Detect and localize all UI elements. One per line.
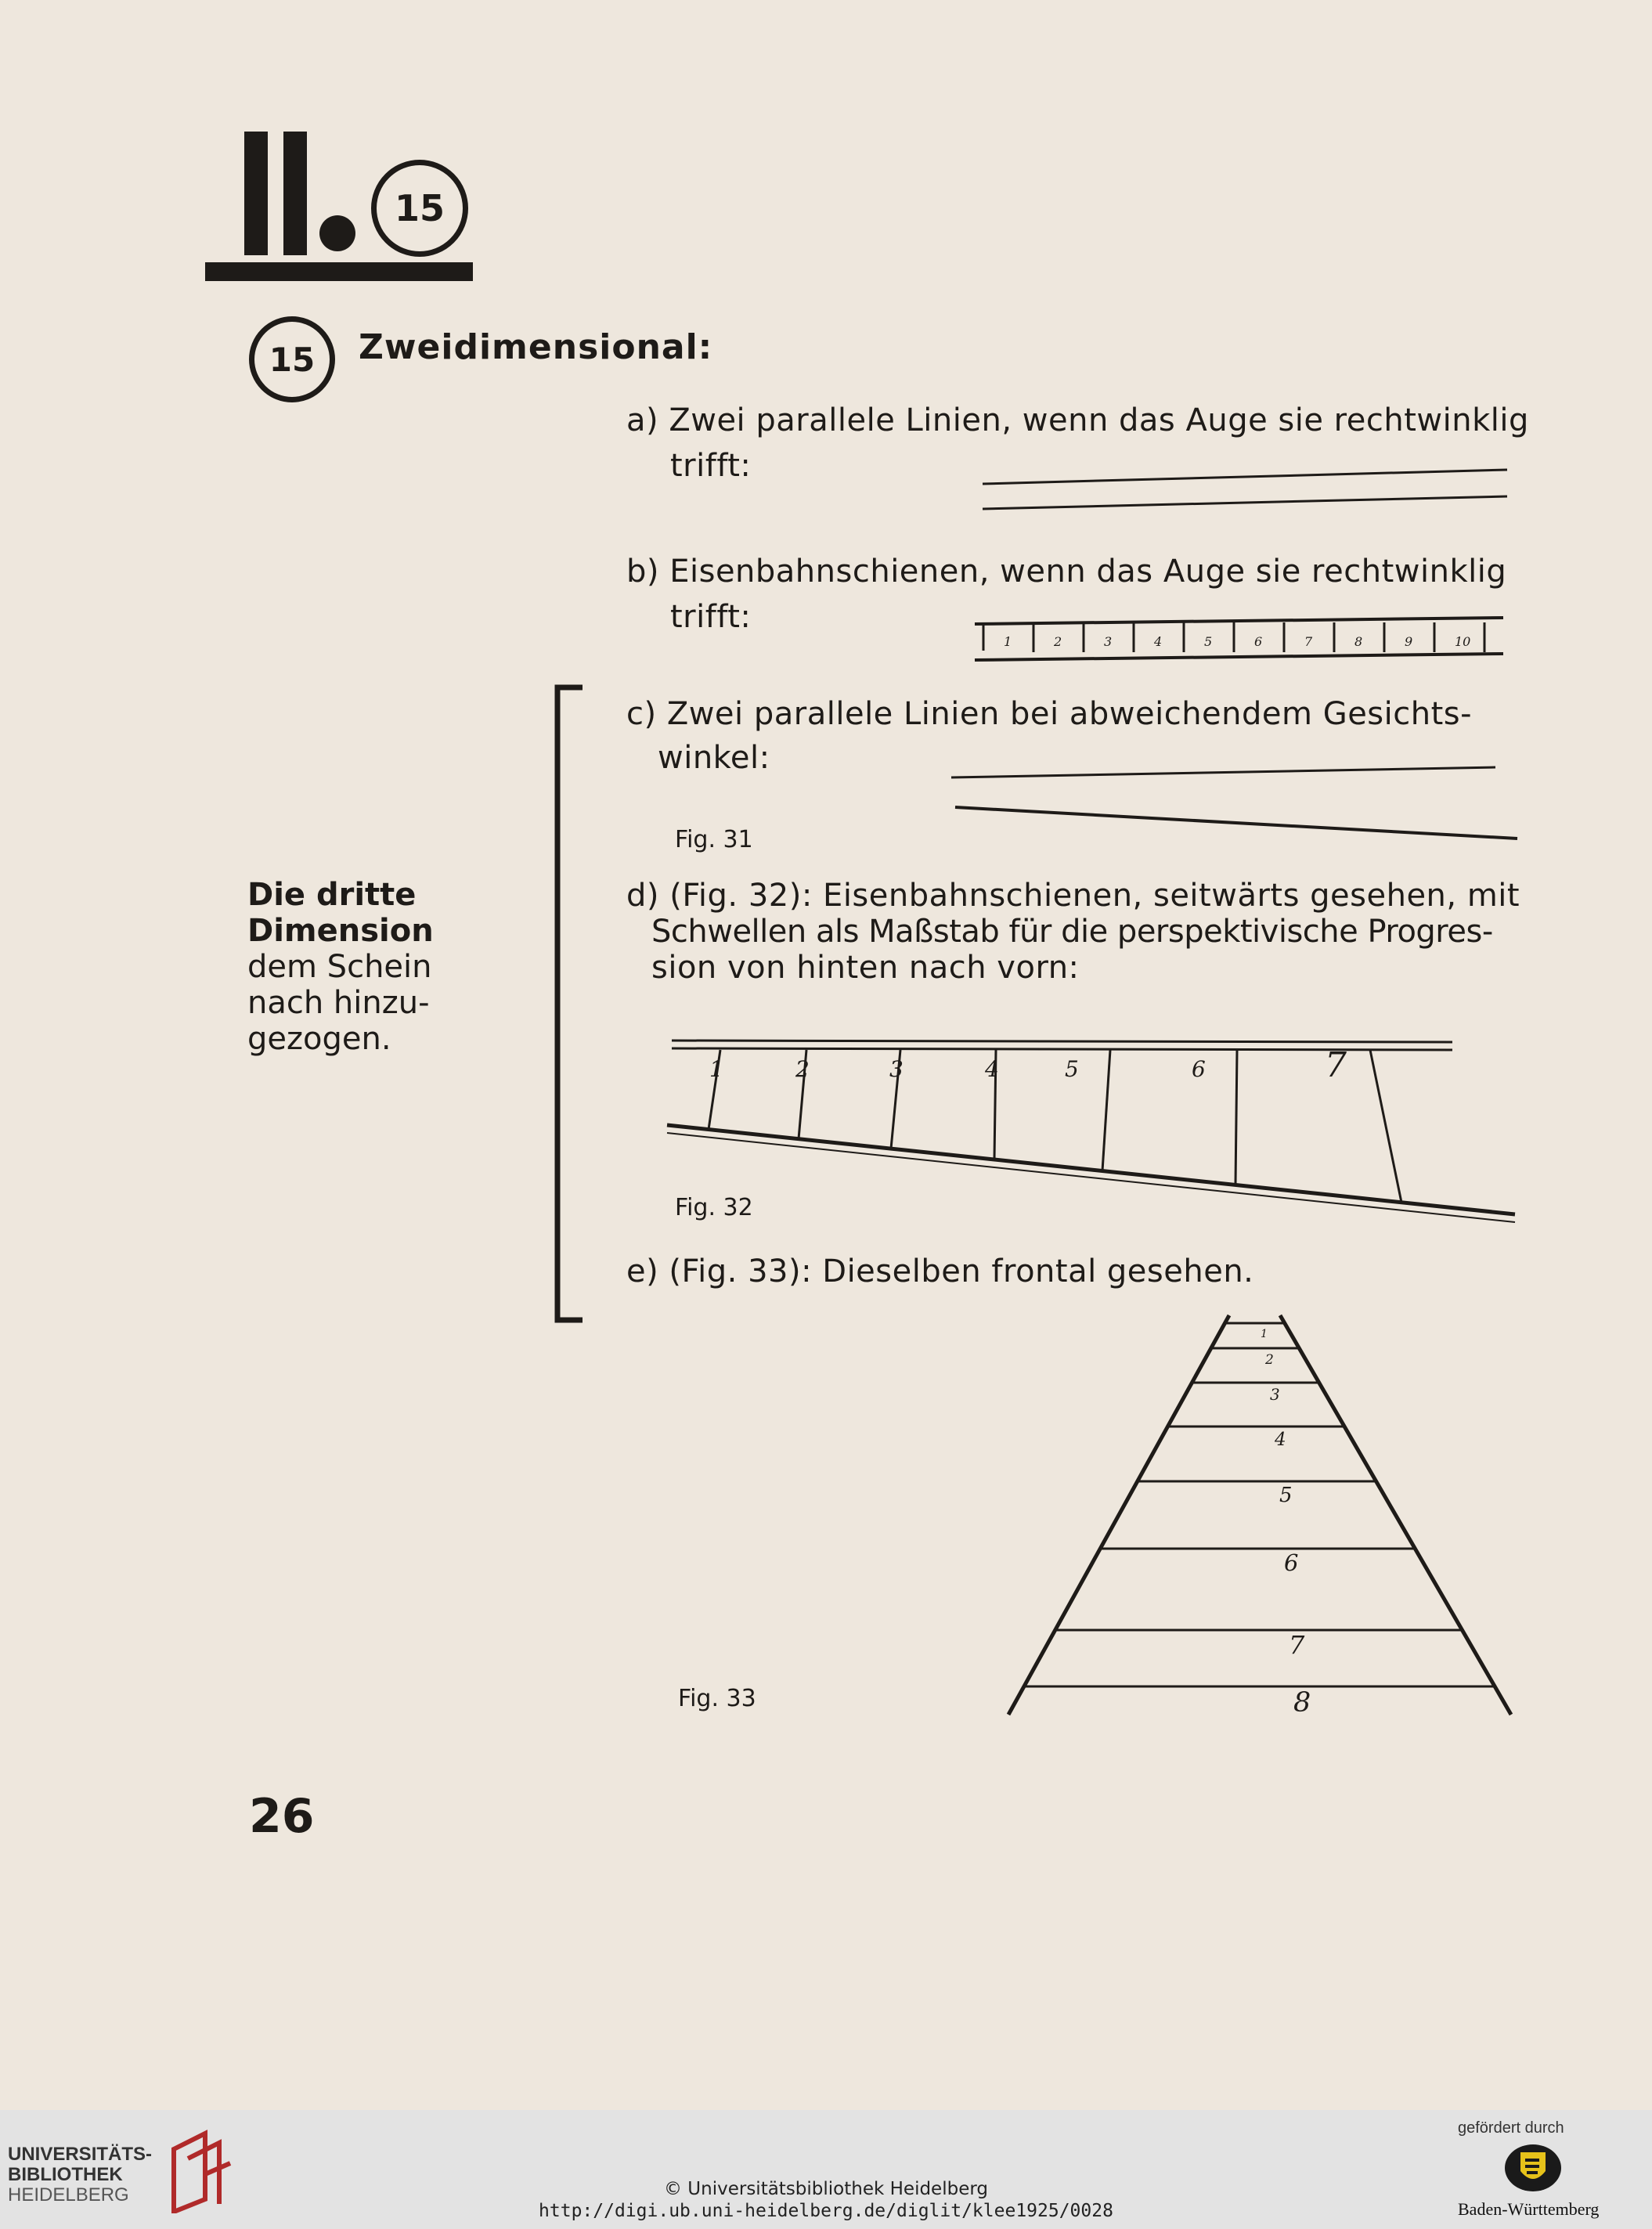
item-d-line-2: Schwellen als Maßstab für die perspektivische Progres-: [651, 914, 1493, 950]
item-c-line-2: winkel:: [658, 740, 770, 776]
b-tie-number: 4: [1154, 634, 1163, 649]
state-coat-of-arms-icon: [1503, 2143, 1563, 2193]
item-a-parallel-lines: [979, 462, 1511, 517]
side-note-line-3: dem Schein: [247, 949, 432, 985]
fig32-tie-number: 2: [795, 1056, 810, 1082]
item-d-line-1: d) (Fig. 32): Eisenbahnschienen, seitwärts gesehen, mit: [626, 878, 1520, 914]
heading-number: 15: [269, 340, 316, 379]
b-tie-number: 10: [1455, 634, 1471, 649]
side-note-bold-1: Die dritte: [247, 877, 417, 913]
heading-number-circle: [249, 316, 335, 402]
item-d-line-3: sion von hinten nach vorn:: [651, 950, 1080, 986]
side-note-line-5: gezogen.: [247, 1021, 391, 1057]
page-heading: Zweidimensional:: [359, 327, 713, 367]
fig-32-label: Fig. 32: [675, 1194, 753, 1221]
section-number: 15: [394, 187, 445, 229]
fig-33-label: Fig. 33: [678, 1685, 756, 1712]
fig32-tie-line: [1235, 1050, 1237, 1185]
fig32-tie-number: 4: [985, 1056, 999, 1082]
item-a-line-1: a) Zwei parallele Linien, wenn das Auge sie rechtwinklig: [626, 402, 1529, 438]
fig33-tie-number: 5: [1279, 1484, 1293, 1507]
item-e-line-1: e) (Fig. 33): Dieselben frontal gesehen.: [626, 1253, 1254, 1289]
b-tie-number: 7: [1304, 634, 1313, 649]
fig33-tie-number: 3: [1270, 1385, 1280, 1404]
fig32-tie-number: 5: [1065, 1056, 1079, 1082]
item-c-line-1: c) Zwei parallele Linien bei abweichendem Gesichts-: [626, 696, 1473, 732]
item-b-line-2: trifft:: [670, 599, 752, 635]
b-tie-number: 3: [1104, 634, 1113, 649]
b-tie-number: 2: [1054, 634, 1062, 649]
fig33-tie-number: 2: [1265, 1352, 1274, 1368]
b-tie-number: 8: [1354, 634, 1363, 649]
copyright-notice: © Universitätsbibliothek Heidelberg: [663, 2179, 988, 2199]
fig33-tie-number: 1: [1261, 1328, 1268, 1340]
b-tie-number: 5: [1204, 634, 1213, 649]
fig33-tie-number: 8: [1293, 1687, 1311, 1719]
fig32-tie-number: 3: [889, 1056, 904, 1082]
fig33-tie-number: 6: [1284, 1549, 1299, 1576]
side-note-line-4: nach hinzu-: [247, 985, 430, 1021]
page-url[interactable]: http://digi.ub.uni-heidelberg.de/diglit/klee1925/0028: [539, 2201, 1113, 2221]
b-tie-number: 1: [1004, 634, 1012, 649]
fig-32-diagram: [665, 1030, 1519, 1225]
fig32-tie-number: 1: [709, 1056, 723, 1082]
fig32-tie-line: [1102, 1050, 1110, 1171]
fig33-tie-number: 7: [1289, 1630, 1305, 1660]
side-note: [247, 877, 435, 1057]
fig32-tie-number: 6: [1192, 1056, 1206, 1082]
state-name: Baden-Württemberg: [1458, 2199, 1600, 2219]
fig-31-label: Fig. 31: [675, 826, 753, 853]
item-c-converging-lines: [947, 756, 1527, 849]
roman-numeral-dot: [319, 215, 355, 251]
library-name-line-3: HEIDELBERG: [8, 2184, 129, 2206]
fig32-tie-number: 7: [1325, 1045, 1347, 1085]
item-a-line-2: trifft:: [670, 448, 752, 484]
b-tie-number: 6: [1254, 634, 1263, 649]
roman-numeral-stroke-1: [244, 132, 268, 255]
fig32-tie-line: [1370, 1050, 1401, 1203]
b-tie-number: 9: [1405, 634, 1413, 649]
page-number: 26: [249, 1789, 315, 1844]
section-underline-bar: [205, 262, 473, 281]
section-bracket: [548, 681, 587, 1331]
item-b-line-1: b) Eisenbahnschienen, wenn das Auge sie rechtwinklig: [626, 554, 1507, 590]
fig-33-diagram: [1002, 1307, 1519, 1722]
roman-numeral-stroke-2: [283, 132, 307, 255]
fig33-tie-number: 4: [1275, 1430, 1286, 1450]
library-name-line-2: BIBLIOTHEK: [8, 2164, 123, 2185]
section-number-circle: [371, 160, 468, 257]
library-name-line-1: UNIVERSITÄTS-: [8, 2144, 153, 2165]
footer-bar: [0, 2110, 1652, 2229]
funded-by-label: gefördert durch: [1458, 2119, 1564, 2137]
side-note-bold-2: Dimension: [247, 913, 434, 949]
item-b-rail-diagram: [971, 607, 1511, 665]
